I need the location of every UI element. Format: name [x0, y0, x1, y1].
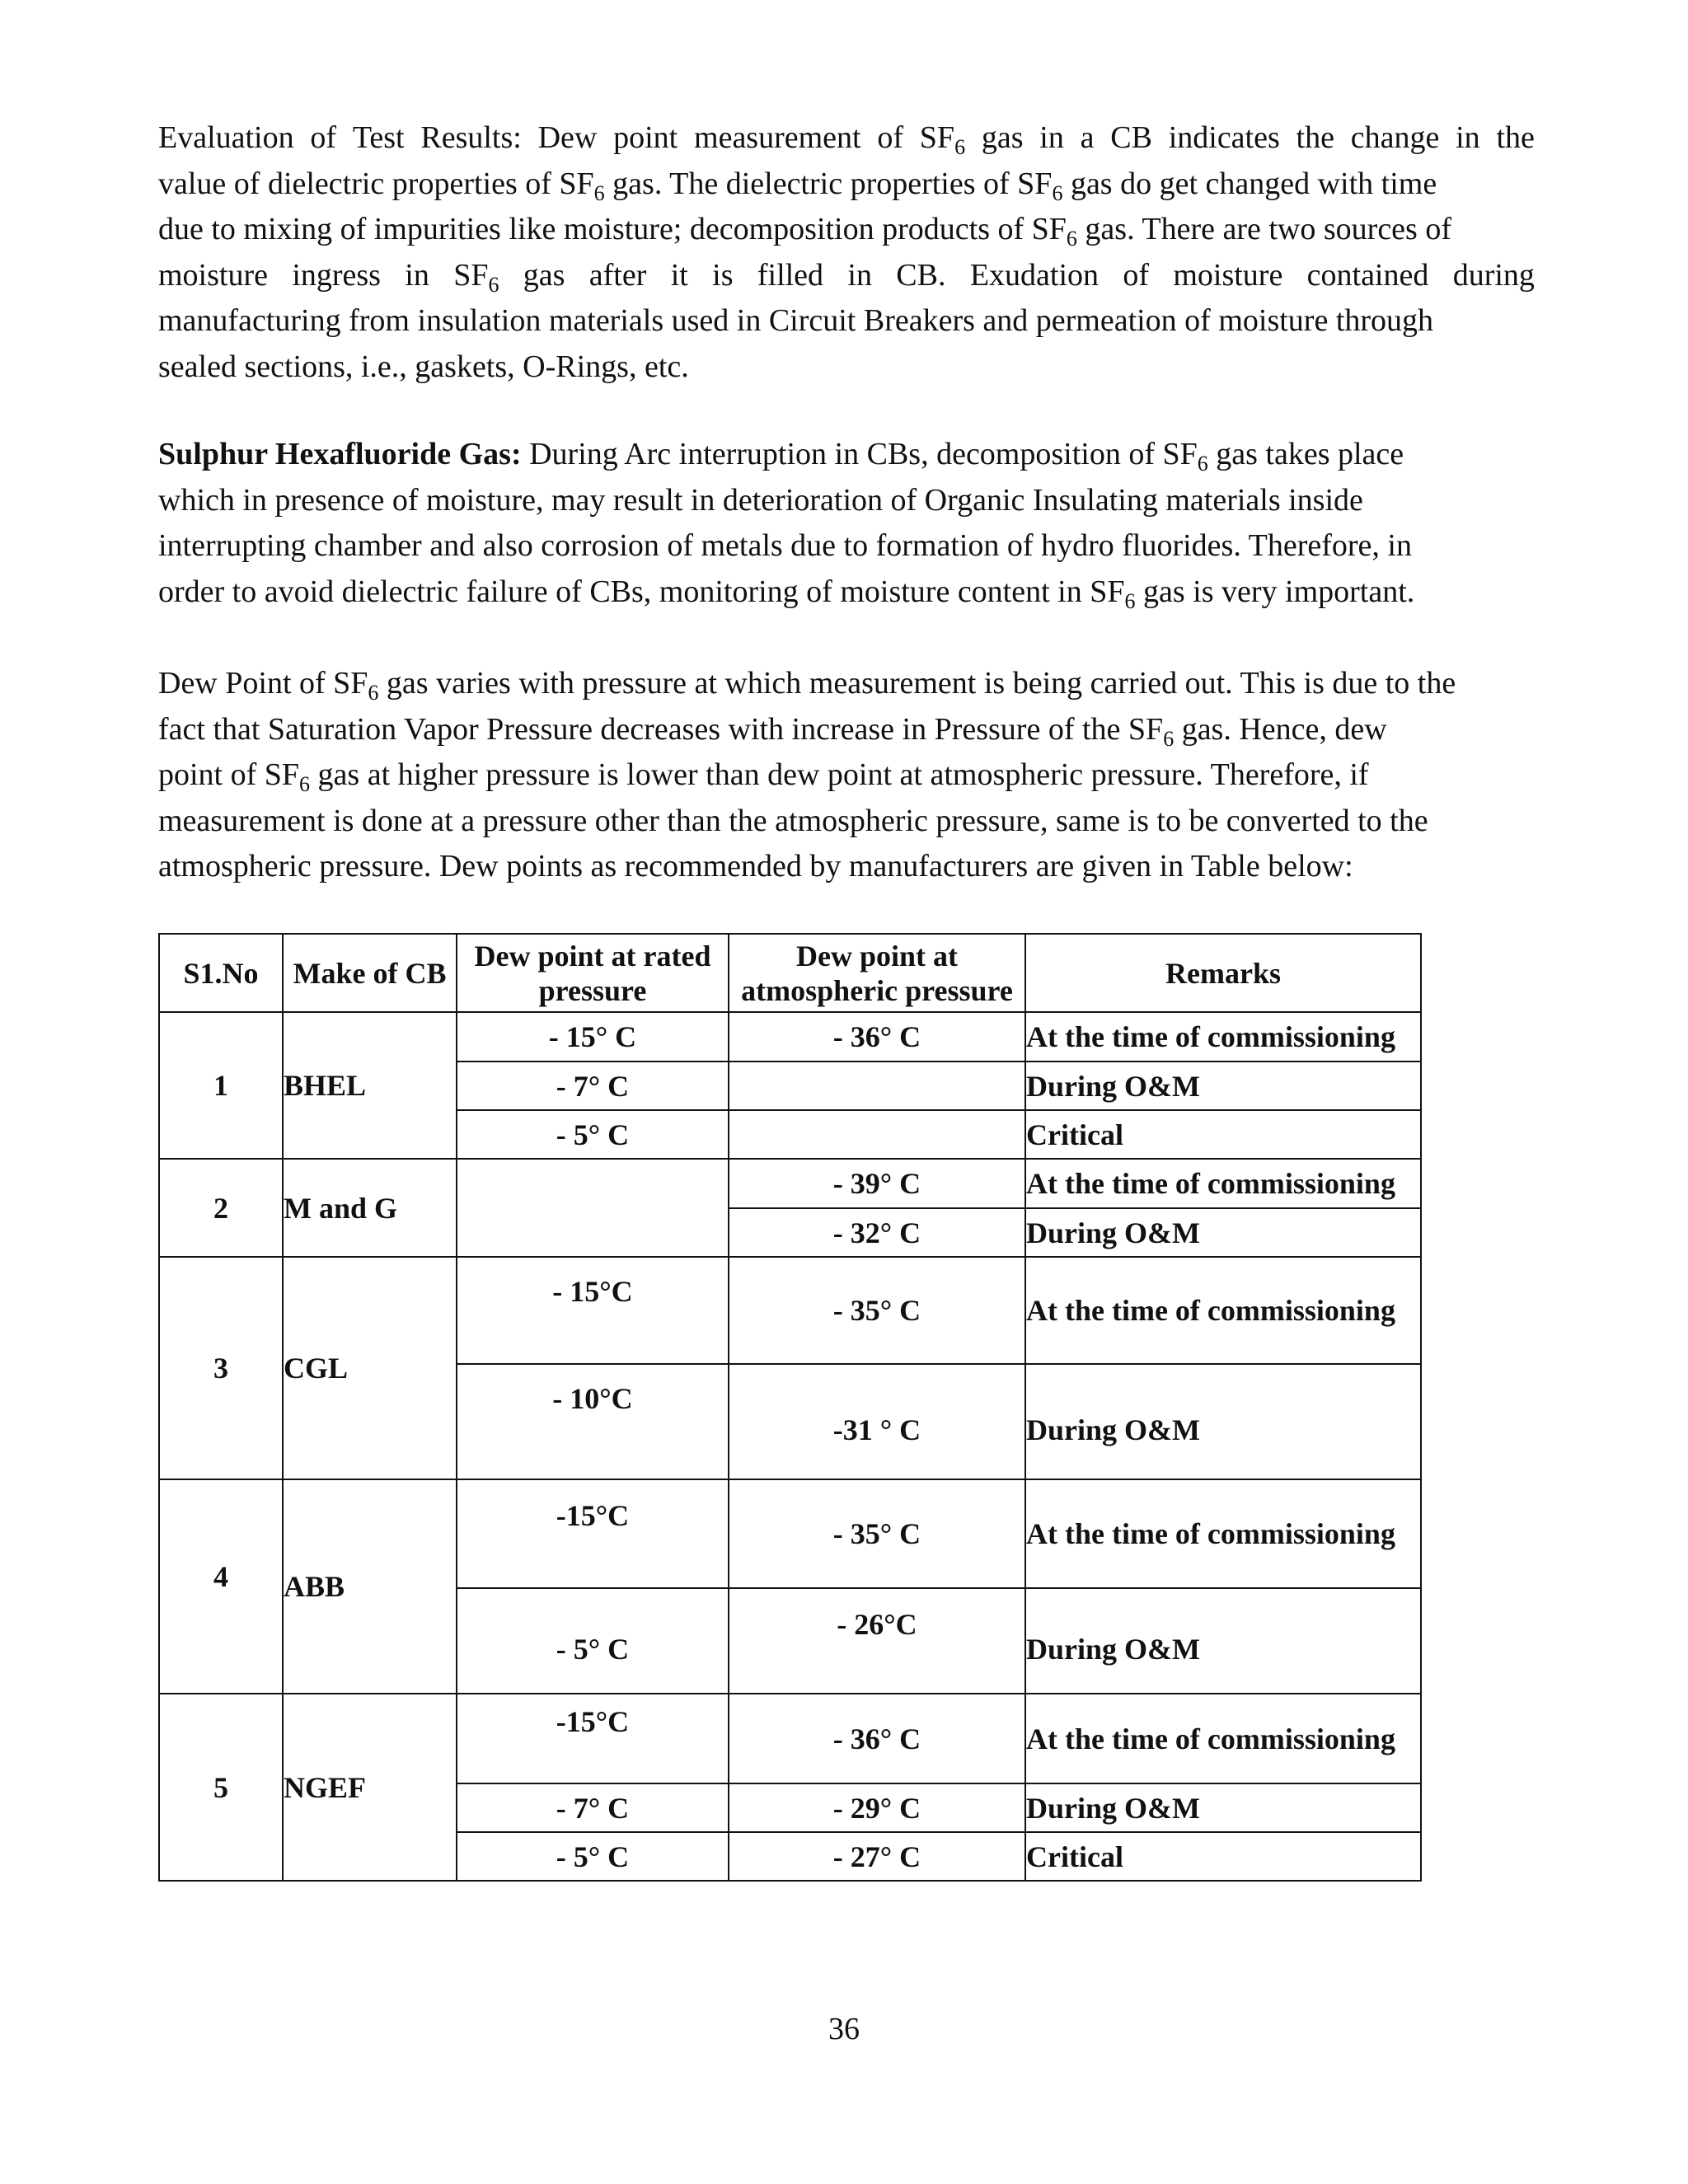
rated-cell — [457, 1159, 729, 1257]
word: ingress — [292, 257, 381, 293]
dew-line-1: Dew Point of $SF_6$ gas varies with pressure at which measurement is being carried out. This is due to the — [158, 666, 1456, 705]
subscript-6: 6 — [593, 180, 605, 205]
word: it — [670, 257, 688, 293]
word: in — [1456, 120, 1480, 155]
word: the — [1296, 120, 1334, 155]
word: of — [877, 120, 904, 155]
evaluation-line-2: value of dielectric properties of $SF_6$ gas. The dielectric properties of $SF_6$ gas do get changed with time — [158, 166, 1437, 205]
header-rated-line-2: pressure — [538, 973, 647, 1007]
sf6-line-1-rest: During Arc interruption in CBs, decomposition of $SF_6$ gas takes place — [529, 437, 1404, 476]
sno-cell: 1 — [159, 1012, 283, 1159]
word: filled — [757, 257, 824, 293]
rated-cell: - 15° C — [457, 1012, 729, 1062]
subscript-6: 6 — [1163, 726, 1175, 751]
atm-cell: - 29° C — [729, 1783, 1025, 1832]
word: a — [1080, 120, 1095, 155]
subscript-6: 6 — [1052, 180, 1063, 205]
word: the — [1496, 120, 1535, 155]
atm-cell — [729, 1062, 1025, 1110]
word: Results: — [420, 120, 522, 155]
make-cell: CGL — [283, 1257, 457, 1479]
sno-cell: 4 — [159, 1479, 283, 1694]
subscript-6: 6 — [1066, 227, 1077, 251]
word: of — [1123, 257, 1149, 293]
word: Dew — [537, 120, 598, 155]
make-cell: M and G — [283, 1159, 457, 1257]
rated-cell: - 10°C — [457, 1364, 729, 1479]
remark-cell: At the time of commissioning — [1025, 1479, 1421, 1588]
atm-cell: - 36° C — [729, 1012, 1025, 1062]
table-row — [159, 1257, 1421, 1364]
remark-cell: At the time of commissioning — [1025, 1257, 1421, 1364]
evaluation-line-5: manufacturing from insulation materials used in Circuit Breakers and permeation of moisture through — [158, 303, 1434, 338]
subscript-6: 6 — [1124, 588, 1136, 613]
rated-cell: - 7° C — [457, 1062, 729, 1110]
remark-cell: During O&M — [1025, 1062, 1421, 1110]
table-row — [159, 1479, 1421, 1588]
header-sno: S1.No — [159, 934, 283, 1012]
atm-cell: - 26°C — [729, 1588, 1025, 1694]
atm-cell: - 39° C — [729, 1159, 1025, 1208]
word: point — [613, 120, 678, 155]
remark-cell: Critical — [1025, 1110, 1421, 1159]
table-header-row — [159, 934, 1421, 1012]
remark-cell: During O&M — [1025, 1783, 1421, 1832]
sno-cell: 3 — [159, 1257, 283, 1479]
header-atm — [729, 934, 1025, 1012]
remark-cell: At the time of commissioning — [1025, 1012, 1421, 1062]
subscript-6: 6 — [954, 135, 966, 159]
make-cell: BHEL — [283, 1012, 457, 1159]
sno-cell: 2 — [159, 1159, 283, 1257]
word: in — [847, 257, 872, 293]
evaluation-line-4 — [158, 253, 1535, 299]
atm-cell — [729, 1110, 1025, 1159]
word: contained — [1306, 257, 1429, 293]
word: after — [588, 257, 647, 293]
page-number: 36 — [828, 2012, 860, 2046]
remark-cell: During O&M — [1025, 1588, 1421, 1694]
word: moisture — [158, 257, 268, 293]
rated-cell: - 5° C — [457, 1588, 729, 1694]
rated-cell: - 5° C — [457, 1110, 729, 1159]
sf6-line-2: which in presence of moisture, may result in deterioration of Organic Insulating materials inside — [158, 482, 1363, 518]
header-atm-line-2: atmospheric pressure — [741, 973, 1013, 1007]
sf6-line-1 — [158, 432, 1535, 478]
remark-cell: At the time of commissioning — [1025, 1694, 1421, 1783]
make-cell: ABB — [283, 1479, 457, 1694]
atm-cell: - 32° C — [729, 1208, 1025, 1257]
dew-line-4: measurement is done at a pressure other than the atmospheric pressure, same is to be converted to the — [158, 803, 1428, 838]
evaluation-paragraph — [158, 115, 1535, 390]
atm-cell: - 35° C — [729, 1257, 1025, 1364]
word: CB — [1110, 120, 1152, 155]
rated-cell: - 5° C — [457, 1832, 729, 1881]
atm-cell: - 35° C — [729, 1479, 1025, 1588]
rated-cell: -15°C — [457, 1694, 729, 1783]
remark-cell: During O&M — [1025, 1364, 1421, 1479]
word: Test — [352, 120, 405, 155]
word: $SF_6$ — [453, 257, 499, 297]
dew-line-2: fact that Saturation Vapor Pressure decreases with increase in Pressure of the $SF_6$ gas. Hence, dew — [158, 711, 1387, 751]
word: in — [405, 257, 429, 293]
subscript-6: 6 — [368, 681, 379, 705]
sf6-line-4: order to avoid dielectric failure of CBs, monitoring of moisture content in $SF_6$ gas is very important. — [158, 574, 1415, 613]
dew-point-table — [158, 933, 1422, 1882]
sf6-line-3: interrupting chamber and also corrosion of metals due to formation of hydro fluorides. Therefore, in — [158, 528, 1412, 563]
subscript-6: 6 — [299, 772, 311, 796]
rated-cell: - 7° C — [457, 1783, 729, 1832]
remark-cell: During O&M — [1025, 1208, 1421, 1257]
word: is — [712, 257, 734, 293]
sf6-heading: Sulphur Hexafluoride Gas: — [158, 437, 522, 471]
word: gas — [523, 257, 565, 293]
sno-cell: 5 — [159, 1694, 283, 1881]
evaluation-line-3: due to mixing of impurities like moisture; decomposition products of $SF_6$ gas. There are two sources of — [158, 212, 1451, 251]
word: moisture — [1173, 257, 1283, 293]
dew-point-paragraph — [158, 661, 1535, 890]
header-rated-line-1: Dew point at rated — [474, 939, 711, 972]
word: during — [1452, 257, 1535, 293]
atm-cell: - 36° C — [729, 1694, 1025, 1783]
table-row — [159, 1159, 1421, 1208]
word: Evaluation — [158, 120, 294, 155]
atm-cell: -31 ° C — [729, 1364, 1025, 1479]
dew-line-5: atmospheric pressure. Dew points as recommended by manufacturers are given in Table below: — [158, 849, 1353, 883]
evaluation-line-6: sealed sections, i.e., gaskets, O-Rings, etc. — [158, 349, 689, 384]
subscript-6: 6 — [488, 272, 499, 297]
sf6-gas-paragraph — [158, 432, 1535, 615]
make-cell: NGEF — [283, 1694, 457, 1881]
word: gas — [981, 120, 1024, 155]
header-atm-line-1: Dew point at — [796, 939, 958, 972]
rated-cell: -15°C — [457, 1479, 729, 1588]
header-rated — [457, 934, 729, 1012]
word: indicates — [1168, 120, 1280, 155]
table-row — [159, 1694, 1421, 1783]
subscript-6: 6 — [1197, 452, 1208, 476]
header-remarks: Remarks — [1025, 934, 1421, 1012]
word: Exudation — [969, 257, 1100, 293]
table-row — [159, 1012, 1421, 1062]
word: change — [1350, 120, 1440, 155]
rated-cell: - 15°C — [457, 1257, 729, 1364]
remark-cell: At the time of commissioning — [1025, 1159, 1421, 1208]
atm-cell: - 27° C — [729, 1832, 1025, 1881]
header-make: Make of CB — [283, 934, 457, 1012]
word: $SF_6$ — [919, 120, 966, 159]
remark-cell: Critical — [1025, 1832, 1421, 1881]
evaluation-line-1 — [158, 115, 1535, 162]
word: measurement — [694, 120, 861, 155]
word: in — [1039, 120, 1064, 155]
word: CB. — [896, 257, 946, 293]
word: of — [310, 120, 337, 155]
dew-line-3: point of $SF_6$ gas at higher pressure is lower than dew point at atmospheric pressure. Therefore, if — [158, 757, 1369, 796]
